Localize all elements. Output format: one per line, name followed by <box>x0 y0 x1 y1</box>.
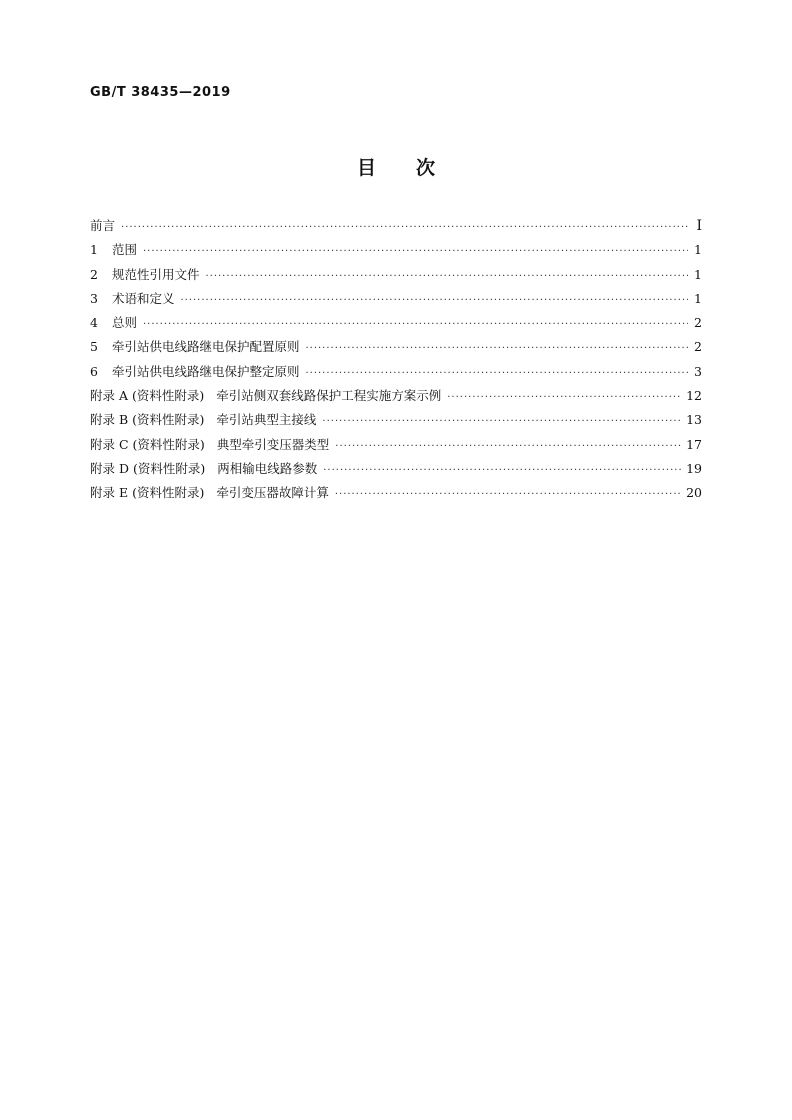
toc-leader-dots <box>305 343 688 354</box>
toc-entry-appendix: 附录 B (资料性附录) <box>90 412 205 428</box>
toc-entry-2[interactable] <box>90 265 702 289</box>
toc-leader-dots <box>180 295 688 306</box>
toc-entry-number: 2 <box>90 266 98 282</box>
toc-entry-appendix-b[interactable] <box>90 410 702 434</box>
toc-entry-label: 牵引站侧双套线路保护工程实施方案示例 <box>216 388 442 404</box>
toc-leader-dots <box>323 465 682 476</box>
toc-entry-appendix: 附录 D (资料性附录) <box>90 460 206 476</box>
toc-leader-dots <box>447 392 682 403</box>
toc-entry-page: 3 <box>694 363 702 379</box>
toc-entry-page: 12 <box>686 388 702 404</box>
toc-entry-label: 术语和定义 <box>111 290 175 306</box>
toc-title-part2: 次 <box>416 157 436 179</box>
toc-title-part1: 目 <box>356 157 376 179</box>
toc-entry-number: 3 <box>90 290 98 306</box>
toc-entry-appendix: 附录 A (资料性附录) <box>90 388 205 404</box>
toc-entry-page: 17 <box>686 436 702 452</box>
toc-entry-page: 1 <box>694 290 702 306</box>
toc-entry-label: 前言 <box>90 218 116 233</box>
toc-entry-label: 范围 <box>111 242 137 258</box>
toc-entry-label: 牵引变压器故障计算 <box>216 485 329 501</box>
toc-entry-label: 牵引站供电线路继电保护配置原则 <box>111 339 300 355</box>
toc-entry-number: 4 <box>90 315 98 331</box>
toc-entry-appendix-e[interactable] <box>90 483 702 507</box>
toc-entry-5[interactable] <box>90 337 702 361</box>
toc-entry-appendix-d[interactable] <box>90 459 702 483</box>
toc-entry-page: 1 <box>694 242 702 258</box>
toc-entry-label: 典型牵引变压器类型 <box>216 436 330 452</box>
toc-leader-dots <box>322 416 682 427</box>
toc-entry-page: 2 <box>694 315 702 331</box>
toc-entry-preface[interactable] <box>90 216 702 240</box>
toc-entry-1[interactable] <box>90 240 702 264</box>
toc-entry-appendix-a[interactable] <box>90 386 702 410</box>
toc-entry-appendix-c[interactable] <box>90 435 702 459</box>
toc-entry-3[interactable] <box>90 289 702 313</box>
document-code: GB/T 38435—2019 <box>90 85 231 100</box>
toc-leader-dots <box>305 368 688 379</box>
toc-title <box>0 153 792 180</box>
toc-entry-number: 1 <box>90 242 98 258</box>
toc-leader-dots <box>143 319 688 330</box>
toc-leader-dots <box>335 441 682 452</box>
toc-entry-label: 两相输电线路参数 <box>217 460 318 476</box>
toc-entry-4[interactable] <box>90 313 702 337</box>
toc-leader-dots <box>143 246 688 257</box>
toc-leader-dots <box>205 271 688 282</box>
toc-entry-6[interactable] <box>90 362 702 386</box>
toc-entry-label: 总则 <box>111 315 137 331</box>
toc-entry-number: 5 <box>90 339 98 355</box>
toc-leader-dots <box>335 489 682 500</box>
toc-entry-number: 6 <box>90 363 98 379</box>
toc-entry-page: I <box>696 218 702 234</box>
toc-entry-page: 1 <box>694 266 702 282</box>
toc-list <box>90 216 702 508</box>
toc-entry-label: 牵引站供电线路继电保护整定原则 <box>111 363 300 379</box>
toc-entry-appendix: 附录 E (资料性附录) <box>90 485 205 501</box>
toc-entry-page: 19 <box>686 460 702 476</box>
toc-entry-label: 牵引站典型主接线 <box>216 412 317 428</box>
toc-entry-page: 20 <box>686 485 702 501</box>
toc-entry-appendix: 附录 C (资料性附录) <box>90 436 205 452</box>
toc-entry-page: 13 <box>686 412 702 428</box>
toc-leader-dots <box>121 222 688 233</box>
toc-entry-label: 规范性引用文件 <box>111 266 200 282</box>
toc-entry-page: 2 <box>694 339 702 355</box>
